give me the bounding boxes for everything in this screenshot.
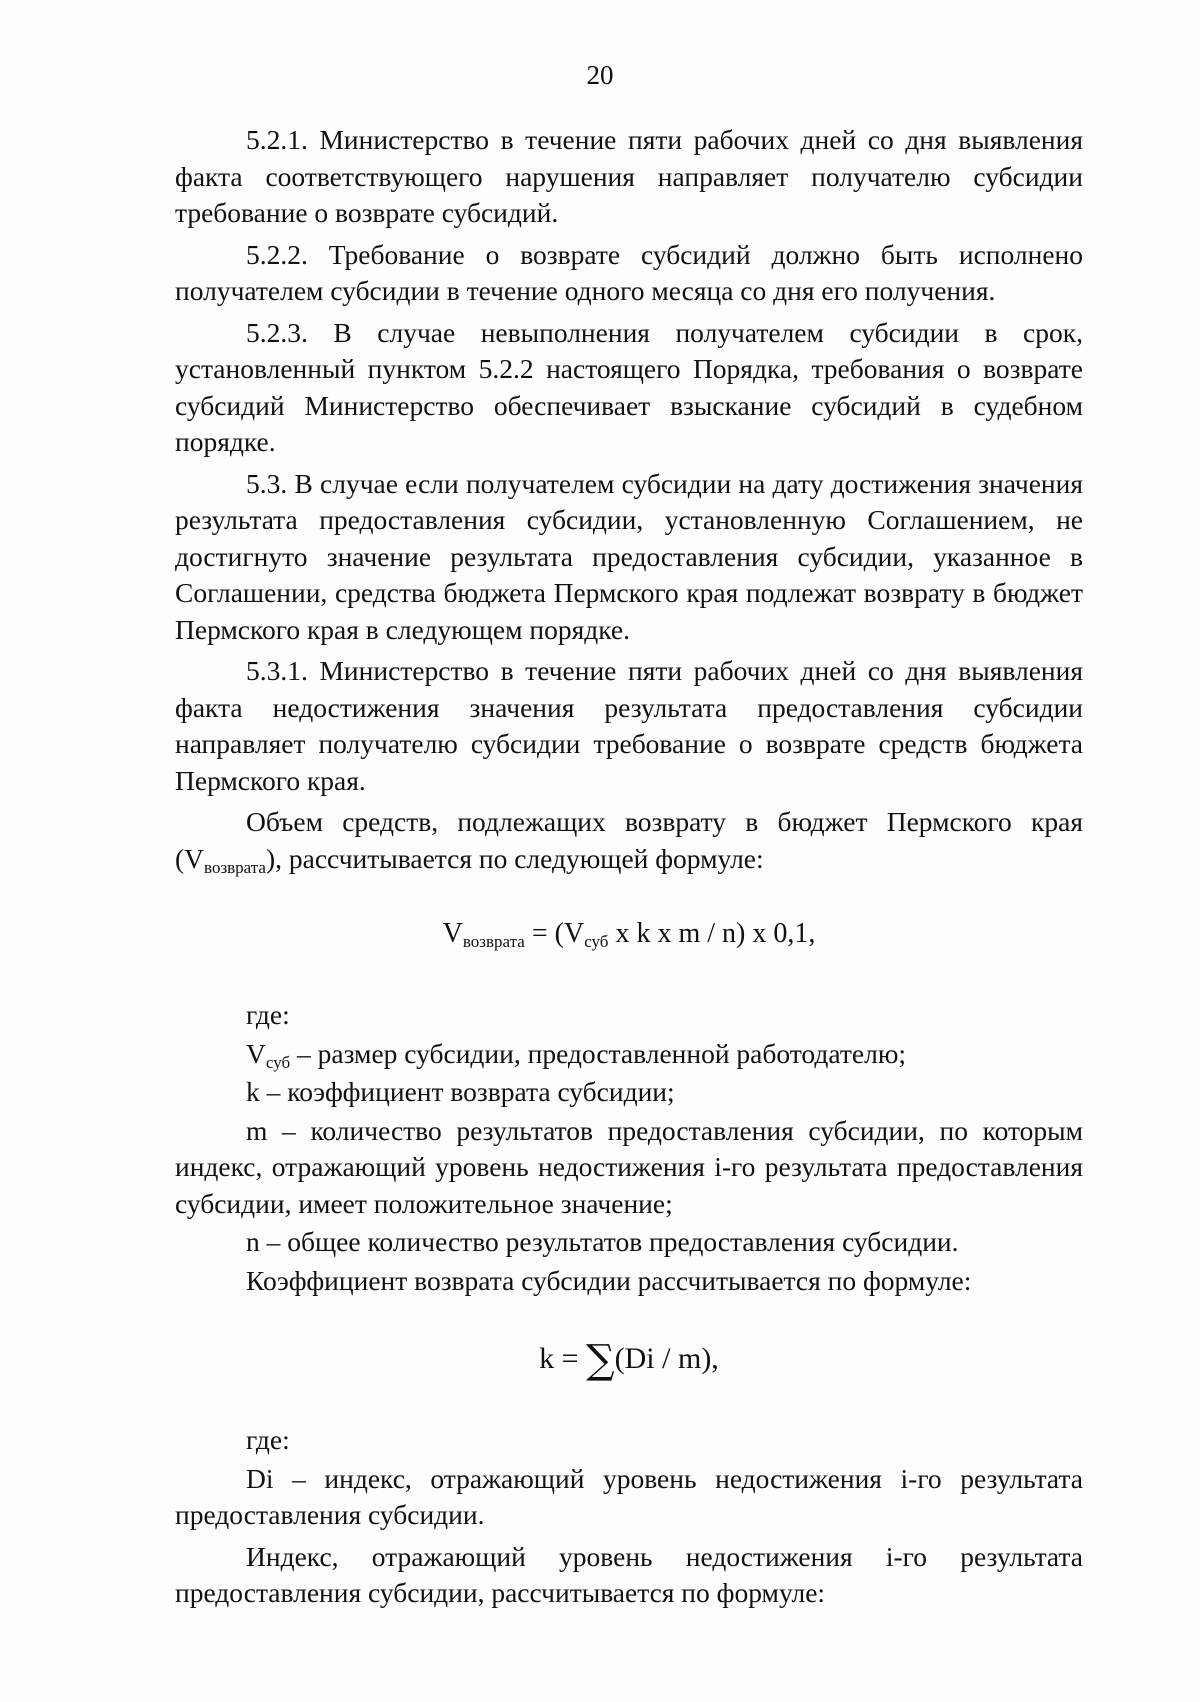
formula1-v: V <box>442 918 463 949</box>
paragraph-5-2-3: 5.2.3. В случае невыполнения получателем субсидии в срок, установленный пунктом 5.2.2 настоящего Порядка, требования о возврате субсидий Министерство обеспечивает взыскание субсидий в судебном порядке. <box>175 316 1083 457</box>
formula1-rest: x k x m / n) x 0,1, <box>608 918 816 949</box>
sum-symbol: ∑ <box>586 1337 615 1383</box>
paragraph-5-3: 5.3. В случае если получателем субсидии на дату достижения значения результата предоставления субсидии, установленную Соглашением, не достигнуто значение результата предоставления субсидии, указанное в Соглашении, средства бюджета Пермского края подлежат возврату в бюджет Пермского края в следующем порядке. <box>175 467 1083 645</box>
formula1-v-subscript: возврата <box>462 932 525 951</box>
paragraph-5-2-2: 5.2.2. Требование о возврате субсидий должно быть исполнено получателем субсидии в течение одного месяца со дня его получения. <box>175 238 1083 306</box>
definition-k: k – коэффициент возврата субсидии; <box>246 1076 675 1107</box>
where-label-1: где: <box>246 999 290 1030</box>
formula2-left: k = <box>539 1342 587 1375</box>
definition-vsub <box>175 1036 1083 1073</box>
return-volume-formula <box>175 916 1083 952</box>
formula2-right: (Di / m), <box>614 1342 719 1375</box>
paragraph-5-3-1: 5.3.1. Министерство в течение пяти рабочих дней со дня выявления факта недостижения значения результата предоставления субсидии направляет получателю субсидии требование о возврате средств бюджета Пермского края. <box>175 655 1083 796</box>
definition-vsub-text: – размер субсидии, предоставленной работодателю; <box>290 1037 907 1069</box>
definition-n: n – общее количество результатов предоставления субсидии. <box>246 1226 959 1257</box>
volume-intro <box>175 804 1083 877</box>
coefficient-intro: Коэффициент возврата субсидии рассчитывается по формуле: <box>246 1264 972 1296</box>
formula1-vsub-subscript: суб <box>584 932 609 951</box>
index-intro: Индекс, отражающий уровень недостижения i-го результата предоставления субсидии, рассчитывается по формуле: <box>175 1540 1083 1608</box>
volume-intro-text-a: Объем средств, подлежащих возврату в бюджет Пермского края (V <box>175 806 1083 874</box>
paragraph-5-2-1: 5.2.1. Министерство в течение пяти рабочих дней со дня выявления факта соответствующего нарушения направляет получателю субсидии требование о возврате субсидий. <box>175 124 1083 228</box>
coefficient-formula <box>175 1337 1083 1383</box>
page-number: 20 <box>586 60 614 90</box>
definition-m: m – количество результатов предоставления субсидии, по которым индекс, отражающий уровень недостижения i-го результата предоставления субсидии, имеет положительное значение; <box>175 1114 1083 1219</box>
definition-vsub-subscript: суб <box>265 1052 291 1072</box>
volume-intro-text-b: ), рассчитывается по следующей формуле: <box>265 842 764 874</box>
formula1-eq: = (V <box>524 918 585 949</box>
where-label-2: где: <box>246 1424 290 1455</box>
document-body <box>175 122 1083 1612</box>
volume-intro-subscript: возврата <box>204 857 266 877</box>
definition-di: Di – индекс, отражающий уровень недостижения i-го результата предоставления субсидии. <box>175 1462 1083 1530</box>
definition-vsub-v: V <box>246 1037 266 1069</box>
